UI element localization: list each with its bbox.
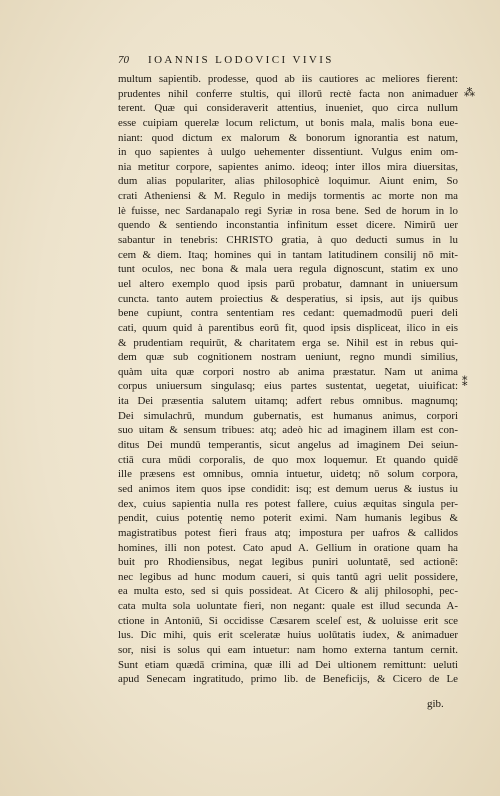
margin-mark-middle: ⁑ bbox=[462, 377, 468, 389]
text-line: sabantur in tenebris: CHRISTO gratia, à quo deducti sumus in lu bbox=[118, 234, 458, 247]
text-line: uel altero exemplo quod ipsis parū probatur, damnant in uniuersum bbox=[118, 277, 458, 290]
text-line: quàm uita quæ corpori nostro ab anima præstatur. Nam ut anima bbox=[118, 365, 458, 378]
text-line: cati, quum quid à parentibus eorū fit, quod ipsis displiceat, ilico in eis bbox=[118, 321, 458, 334]
text-line: & prudentiam requirūt, & charitatem erga se. Nihil est in rebus qui- bbox=[118, 336, 458, 349]
text-line: Dei simulachrū, mundum gubernatis, est humanus animus, corpori bbox=[118, 409, 458, 422]
text-line: corpus uniuersum singulasq; eius partes sustentat, uegetat, uiuificat: bbox=[118, 380, 458, 393]
text-line: buit pro Rhodiensibus, negat legibus puniri uoluntatē, sed actionē: bbox=[118, 556, 458, 569]
text-line: crati Atheniensi & M. Regulo in medijs tormentis ac morte non ma bbox=[118, 190, 458, 203]
text-line: nec legibus ad hunc modum caueri, si quis tantū agri uelit possidere, bbox=[118, 570, 458, 583]
text-line: lè fuisse, nec Sardanapalo regi Syriæ in rosa bene. Sed de horum in lo bbox=[118, 204, 458, 217]
running-head: IOANNIS LODOVICI VIVIS bbox=[148, 54, 334, 66]
page-header bbox=[118, 54, 458, 72]
text-line: cuncta. tanto autem proiectius & desperatius, si ipsis, aut ijs quibus bbox=[118, 292, 458, 305]
text-line: ille præsens est omnibus, omnia intuetur, uidetq; nō solum corpora, bbox=[118, 468, 458, 481]
text-line: homines, illi non potest. Cato apud A. Gellium in oratione quam ha bbox=[118, 541, 458, 554]
text-line: bene cupiunt, contra sententiam res cedant: quemadmodū pueri deli bbox=[118, 307, 458, 320]
text-line: apud Senecam ingratitudo, primo lib. de Beneficijs, & Cicero de Le bbox=[118, 673, 458, 686]
text-line: magistratibus potest fieri fraus atq; impostura per uafros & callidos bbox=[118, 526, 458, 539]
text-line: dex, cuius sapientia nulla res potest fallere, cuius æquitas singula per- bbox=[118, 497, 458, 510]
text-line: ctione in Antoniū, Si occidisse Cæsarem sceleſ est, & uoluisse erit sce bbox=[118, 614, 458, 627]
text-line: prudentes nihil conferre stultis, qui illorū rectè facta non animaduer bbox=[118, 87, 458, 100]
text-line: ditus Dei mundū temperantis, sicut angelus ad imaginem Dei seiun- bbox=[118, 439, 458, 452]
text-line: sed animos item quos ipse condidit: isq; est demum uerus & iustus iu bbox=[118, 482, 458, 495]
text-line: tunt oculos, nec bona & mala uera regula dignoscunt, statim ex uno bbox=[118, 263, 458, 276]
margin-mark-top: ⁂ bbox=[464, 87, 475, 99]
text-line: ea multa esto, sed si quis possideat. At Cicero & alij philosophi, pec- bbox=[118, 585, 458, 598]
text-line: lus. Dic mihi, quis erit sceleratæ huius uolūtatis iudex, & animaduer bbox=[118, 629, 458, 642]
text-line: esse cuipiam querelæ locum relictum, ut bonis mala, malis bona eue- bbox=[118, 116, 458, 129]
text-line: niant: quod dictum ex malorum & bonorum ignorantia est natum, bbox=[118, 131, 458, 144]
text-line: dum alias populariter, alias philosophicè loquimur. Aiunt enim, So bbox=[118, 175, 458, 188]
text-line: sor, nisi is solus qui eam intuetur: nam homo externa tantum cernit. bbox=[118, 643, 458, 656]
text-line: quendo & sentiendo inconstantia infinitum esset dicere. Nimirū uer bbox=[118, 219, 458, 232]
text-line: cem & diem. Itaq; homines qui in tantam latitudinem consilij nō mit- bbox=[118, 248, 458, 261]
text-line: ctiā cura mūdi corporalis, de quo mox loquemur. Et quando quidē bbox=[118, 453, 458, 466]
catchword: gib. bbox=[427, 698, 444, 710]
text-line: ita Dei præsentia salutem uitamq; adfert rebus omnibus. magnumq; bbox=[118, 395, 458, 408]
body-text bbox=[118, 72, 458, 687]
text-line: terent. Quæ qui consideraverit attentius, inueniet, quo circa nullum bbox=[118, 102, 458, 115]
text-line: dem quæ sub cognitionem nostram ueniunt, regno mundi similius, bbox=[118, 351, 458, 364]
text-line: cata multa sola uoluntate fieri, non negant: quale est illud secunda A- bbox=[118, 600, 458, 613]
text-line: pendit, cuius potentię nemo poterit eximi. Nam humanis legibus & bbox=[118, 512, 458, 525]
text-line: nia metitur corpore, sapientes animo. ideoq; inter illos mira diuersitas, bbox=[118, 160, 458, 173]
text-line: multum sapientib. prodesse, quod ab iis cautiores ac meliores fierent: bbox=[118, 73, 458, 85]
text-line: suo uitam & sensum tribues: atq; adeò hic ad imaginem illam est con- bbox=[118, 424, 458, 437]
folio-number: 70 bbox=[118, 54, 129, 66]
text-line: in quo sapientes à uulgo uehementer dissentiunt. Vulgus enim om- bbox=[118, 146, 458, 159]
text-line: Sunt etiam quædā crimina, quæ illi ad Dei ultionem remittunt: ueluti bbox=[118, 658, 458, 671]
